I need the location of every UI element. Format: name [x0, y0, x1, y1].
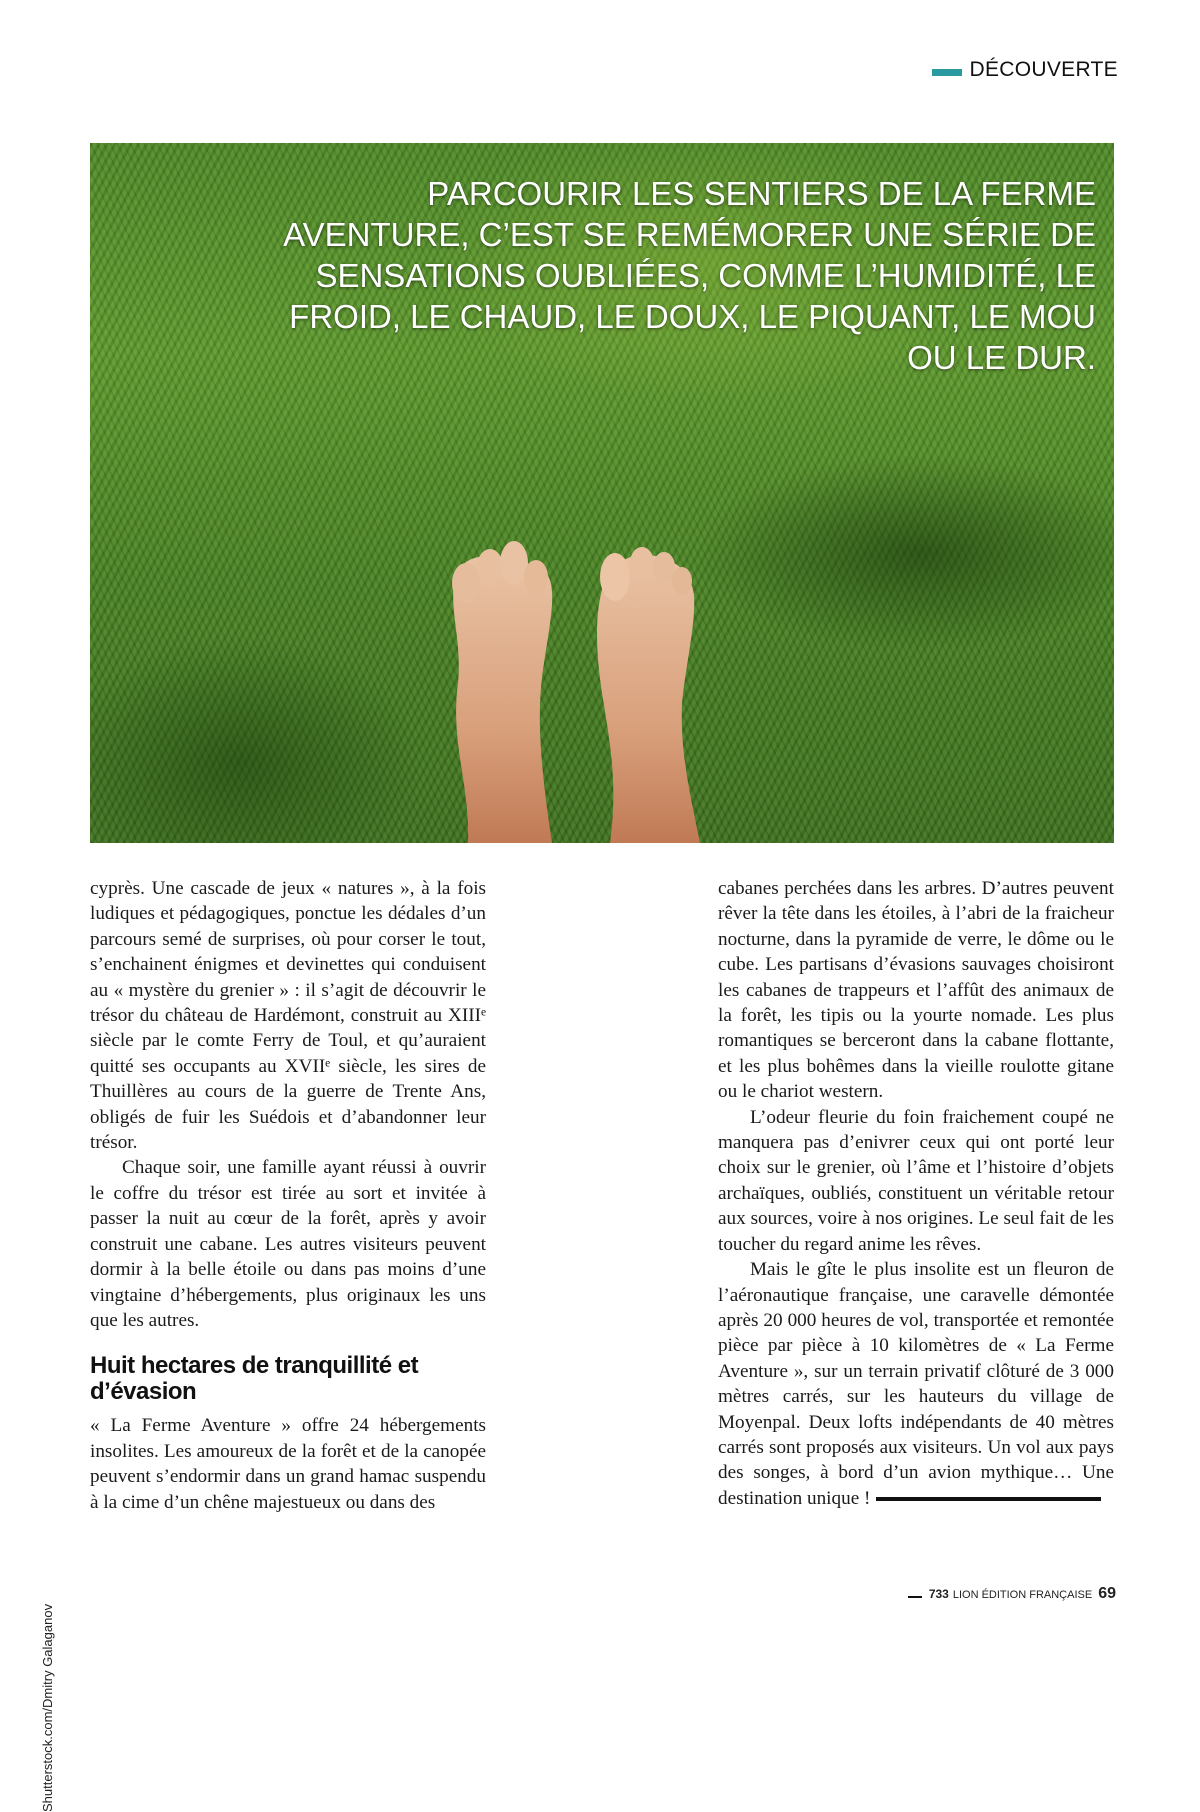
photo-credit: Shutterstock.com/Dmitry Galaganov: [40, 1603, 55, 1812]
section-tag: [932, 58, 1118, 82]
section-label: DÉCOUVERTE: [969, 58, 1118, 81]
paragraph-text: Mais le gîte le plus insolite est un fleuron de l’aéronautique française, une caravelle démontée après 20 000 heures de vol, transportée et remontée pièce par pièce à 10 kilomètres de « La Ferme Aventure », sur un terrain privatif clôturé de 3 000 mètres carrés, sur les hauteurs du village de Moyenpal. Deux lofts indépendants de 40 mètres carrés sont proposés aux visiteurs. Un vol aux pays des songes, à bord d’un avion mythique… Une destination unique !: [718, 1259, 1114, 1509]
issue-number: 733: [928, 1587, 949, 1601]
paragraph: L’odeur fleurie du foin fraichement coupé ne manquera pas d’enivrer ceux qui ont porté leur choix sur le grenier, où l’âme et l’histoire d’objets archaïques, oubliés, constituent un véritable retour aux sources, voire à nos origines. Le seul fait de les toucher du regard anime les rêves.: [718, 1106, 1114, 1255]
pull-quote: PARCOURIR LES SENTIERS DE LA FERME AVENTURE, C’EST SE REMÉMORER UNE SÉRIE DE SENSATIONS OUBLIÉES, COMME L’HUMIDITÉ, LE FROID, LE CHAUD, LE DOUX, LE PIQUANT, LE MOU OU LE DUR.: [283, 175, 1096, 376]
paragraph: « La Ferme Aventure » offre 24 hébergements insolites. Les amoureux de la forêt et de la canopée peuvent s’endormir dans un grand hamac suspendu à la cime d’un chêne majestueux ou dans des: [90, 1415, 486, 1513]
footer-rule: [908, 1596, 922, 1598]
hero-photo: [90, 143, 1114, 843]
article-column-right: [718, 876, 1114, 1511]
paragraph: cyprès. Une cascade de jeux « natures », à la fois ludiques et pédagogiques, ponctue les dédales d’un parcours semé de surprises, où pour corser le tout, s’enchainent énigmes et devinettes qui conduisent au « mystère du grenier » : il s’agit de découvrir le trésor du château de Hardémont, construit au XIIIᵉ siècle par le comte Ferry de Toul, et qu’auraient quitté ses occupants au XVIIᵉ siècle, les sires de Thuillères au cours de la guerre de Trente Ans, obligés de fuir les Suédois et d’abandonner leur trésor.: [90, 878, 486, 1154]
publication-name: LION ÉDITION FRANÇAISE: [952, 1589, 1093, 1601]
end-of-article-rule: [876, 1497, 1101, 1501]
paragraph: cabanes perchées dans les arbres. D’autres peuvent rêver la tête dans les étoiles, à l’abri de la fraicheur nocturne, dans la pyramide de verre, le dôme ou le cube. Les partisans d’évasions sauvages choisiront les cabanes de trappeurs et l’affût des animaux de la forêt, les tipis ou la yourte nomade. Les plus romantiques se berceront dans la cabane flottante, et les plus bohêmes dans la vieille roulotte gitane ou le chariot western.: [718, 878, 1114, 1103]
page-number: 69: [1098, 1585, 1116, 1602]
article-column-left: [90, 876, 486, 1515]
final-paragraph: [718, 1257, 1114, 1511]
page-footer: [908, 1585, 1116, 1603]
subheading: Huit hectares de tranquillité et d’évasion: [90, 1352, 419, 1406]
section-accent-bar: [932, 69, 962, 76]
paragraph: Chaque soir, une famille ayant réussi à ouvrir le coffre du trésor est tirée au sort et invitée à passer la nuit au cœur de la forêt, après y avoir construit une cabane. Les autres visiteurs peuvent dormir à la belle étoile ou dans pas moins d’une vingtaine d’hébergements, plus originaux les uns que les autres.: [90, 1157, 486, 1331]
